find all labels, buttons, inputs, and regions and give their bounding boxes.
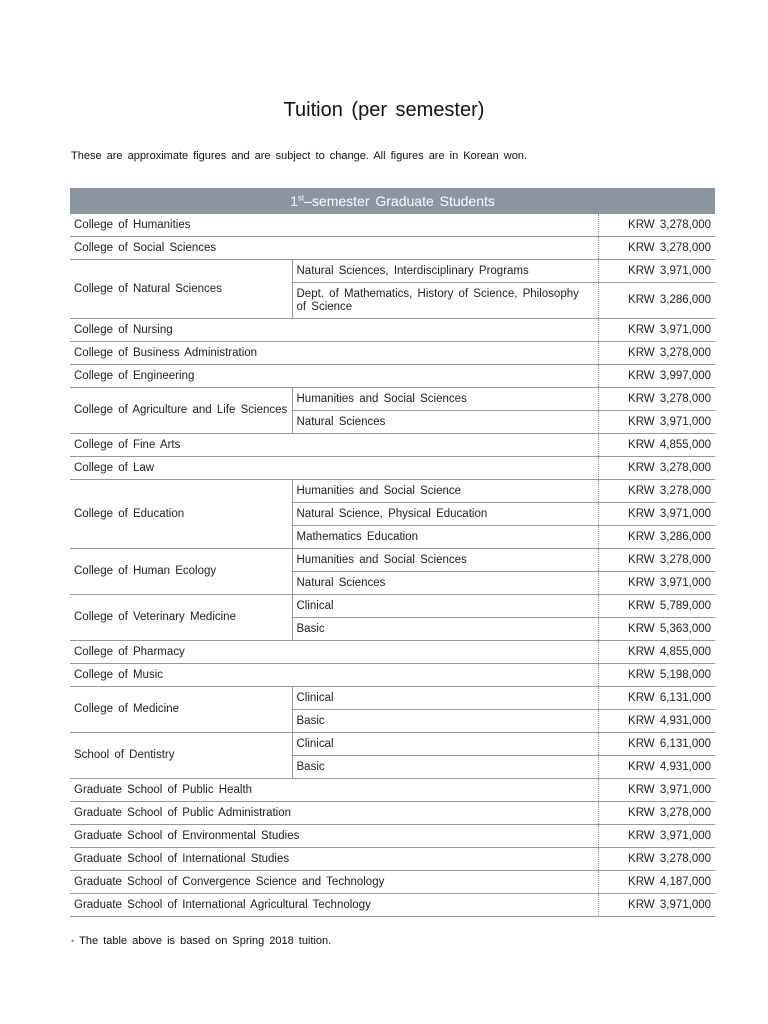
program-name: Basic [292, 618, 598, 641]
college-name: College of Law [70, 457, 598, 480]
tuition-fee: KRW 6,131,000 [598, 687, 715, 710]
tuition-table [70, 188, 715, 917]
tuition-fee: KRW 4,855,000 [598, 434, 715, 457]
college-name: College of Pharmacy [70, 641, 598, 664]
table-row [70, 779, 715, 802]
table-row [70, 365, 715, 388]
tuition-fee: KRW 6,131,000 [598, 733, 715, 756]
table-row [70, 687, 715, 710]
header-superscript: st [297, 193, 305, 203]
college-name: College of Veterinary Medicine [70, 595, 292, 641]
tuition-fee: KRW 3,971,000 [598, 319, 715, 342]
table-row [70, 894, 715, 917]
table-row [70, 319, 715, 342]
college-name: College of Natural Sciences [70, 260, 292, 319]
college-name: Graduate School of Public Administration [70, 802, 598, 825]
college-name: Graduate School of Public Health [70, 779, 598, 802]
program-name: Basic [292, 756, 598, 779]
program-name: Clinical [292, 733, 598, 756]
table-row [70, 237, 715, 260]
tuition-fee: KRW 3,278,000 [598, 214, 715, 237]
tuition-fee: KRW 3,286,000 [598, 283, 715, 319]
table-row [70, 871, 715, 894]
tuition-fee: KRW 3,278,000 [598, 237, 715, 260]
college-name: College of Medicine [70, 687, 292, 733]
program-name: Natural Sciences, Interdisciplinary Programs [292, 260, 598, 283]
table-row [70, 848, 715, 871]
table-row [70, 802, 715, 825]
college-name: College of Business Administration [70, 342, 598, 365]
program-name: Natural Sciences [292, 572, 598, 595]
tuition-fee: KRW 4,855,000 [598, 641, 715, 664]
tuition-fee: KRW 4,931,000 [598, 710, 715, 733]
table-row [70, 641, 715, 664]
college-name: College of Engineering [70, 365, 598, 388]
tuition-fee: KRW 3,278,000 [598, 549, 715, 572]
college-name: College of Fine Arts [70, 434, 598, 457]
table-row [70, 457, 715, 480]
tuition-fee: KRW 3,971,000 [598, 894, 715, 917]
college-name: School of Dentistry [70, 733, 292, 779]
tuition-fee: KRW 3,286,000 [598, 526, 715, 549]
table-body [70, 214, 715, 917]
program-name: Humanities and Social Science [292, 480, 598, 503]
college-name: College of Humanities [70, 214, 598, 237]
tuition-fee: KRW 3,278,000 [598, 457, 715, 480]
college-name: College of Human Ecology [70, 549, 292, 595]
tuition-fee: KRW 3,997,000 [598, 365, 715, 388]
program-name: Dept. of Mathematics, History of Science, Philosophy of Science [292, 283, 598, 319]
tuition-fee: KRW 3,971,000 [598, 260, 715, 283]
college-name: College of Music [70, 664, 598, 687]
table-header-row [70, 188, 715, 214]
program-name: Clinical [292, 595, 598, 618]
table-row [70, 480, 715, 503]
table-row [70, 825, 715, 848]
bullet-icon: • [71, 936, 75, 946]
program-name: Basic [292, 710, 598, 733]
table-row [70, 549, 715, 572]
table-row [70, 260, 715, 283]
tuition-fee: KRW 3,278,000 [598, 802, 715, 825]
table-row [70, 664, 715, 687]
tuition-fee: KRW 3,971,000 [598, 825, 715, 848]
tuition-fee: KRW 3,971,000 [598, 779, 715, 802]
footnote-text: The table above is based on Spring 2018 tuition. [79, 935, 332, 947]
footnote [71, 935, 331, 947]
table-row [70, 214, 715, 237]
tuition-fee: KRW 4,931,000 [598, 756, 715, 779]
header-text: –semester Graduate Students [304, 193, 495, 209]
college-name: Graduate School of Environmental Studies [70, 825, 598, 848]
tuition-fee: KRW 5,198,000 [598, 664, 715, 687]
table-row [70, 342, 715, 365]
tuition-fee: KRW 3,278,000 [598, 848, 715, 871]
program-name: Humanities and Social Sciences [292, 549, 598, 572]
tuition-fee: KRW 5,789,000 [598, 595, 715, 618]
table-row [70, 733, 715, 756]
tuition-fee: KRW 3,278,000 [598, 342, 715, 365]
tuition-fee: KRW 3,971,000 [598, 572, 715, 595]
program-name: Humanities and Social Sciences [292, 388, 598, 411]
table-header [70, 188, 715, 214]
tuition-fee: KRW 3,278,000 [598, 388, 715, 411]
college-name: Graduate School of International Studies [70, 848, 598, 871]
program-name: Clinical [292, 687, 598, 710]
table-row [70, 434, 715, 457]
header-number: 1 [290, 193, 298, 209]
page-title: Tuition (per semester) [283, 99, 485, 121]
program-name: Natural Sciences [292, 411, 598, 434]
college-name: College of Education [70, 480, 292, 549]
tuition-fee: KRW 5,363,000 [598, 618, 715, 641]
table-row [70, 388, 715, 411]
college-name: College of Agriculture and Life Sciences [70, 388, 292, 434]
tuition-fee: KRW 4,187,000 [598, 871, 715, 894]
table-row [70, 595, 715, 618]
college-name: Graduate School of International Agricultural Technology [70, 894, 598, 917]
program-name: Mathematics Education [292, 526, 598, 549]
intro-text: These are approximate figures and are subject to change. All figures are in Korean won. [71, 150, 528, 162]
college-name: Graduate School of Convergence Science and Technology [70, 871, 598, 894]
college-name: College of Nursing [70, 319, 598, 342]
program-name: Natural Science, Physical Education [292, 503, 598, 526]
tuition-fee: KRW 3,971,000 [598, 503, 715, 526]
tuition-fee: KRW 3,278,000 [598, 480, 715, 503]
tuition-fee: KRW 3,971,000 [598, 411, 715, 434]
college-name: College of Social Sciences [70, 237, 598, 260]
